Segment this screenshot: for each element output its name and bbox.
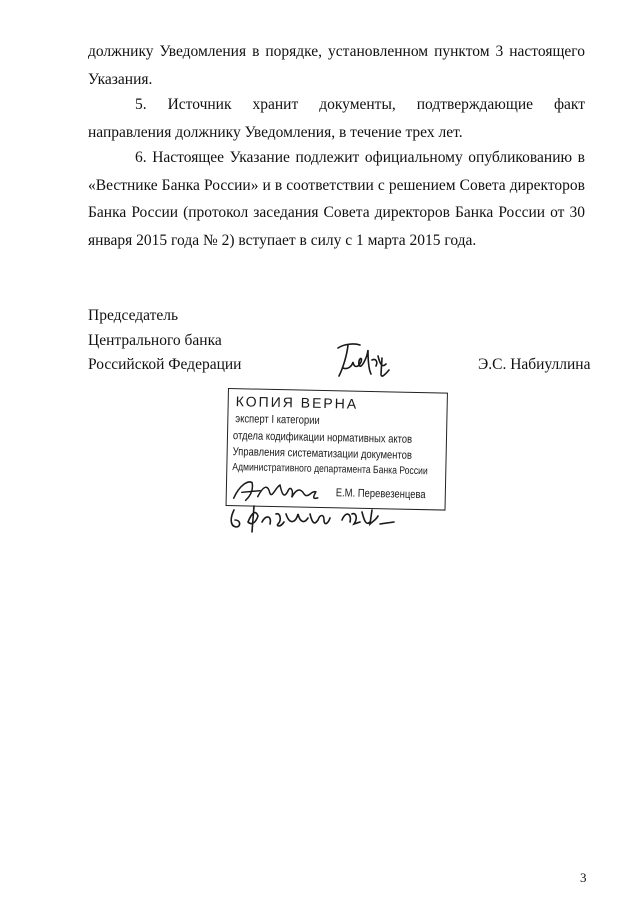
stamp-line-organization: Административного департамента Банка России [232, 461, 428, 478]
signatory-title-line-3: Российской Федерации [88, 356, 242, 373]
signer-name: Э.С. Набиуллина [478, 356, 591, 373]
paragraph-continuation: должнику Уведомления в порядке, установленном пунктом 3 настоящего Указания. [88, 43, 585, 88]
stamp-signer-name: Е.М. Перевезенцева [335, 487, 426, 502]
paragraph-6: 6. Настоящее Указание подлежит официальному опубликованию в «Вестнике Банка России» и в соответствии с решением Совета директоров Банка России (протокол заседания Совета директоров Банка России от 30 января 2015 года № 2) вступает в силу с 1 марта 2015 года. [88, 149, 585, 249]
handwritten-signature [334, 340, 394, 382]
stamp-line-division: Управления систематизации документов [232, 446, 413, 462]
signatory-title-line-2: Центрального банка [88, 332, 222, 349]
signatory-title-line-1: Председатель [88, 307, 179, 324]
page-number: 3 [580, 870, 587, 885]
stamp-title: КОПИЯ ВЕРНА [235, 393, 359, 412]
handwritten-date [226, 500, 396, 540]
stamp-line-department: отдела кодификации нормативных актов [232, 430, 413, 446]
stamp-line-position: эксперт I категории [235, 413, 320, 427]
paragraph-5: 5. Источник хранит документы, подтверждающие факт направления должнику Уведомления, в течение трех лет. [88, 96, 585, 141]
